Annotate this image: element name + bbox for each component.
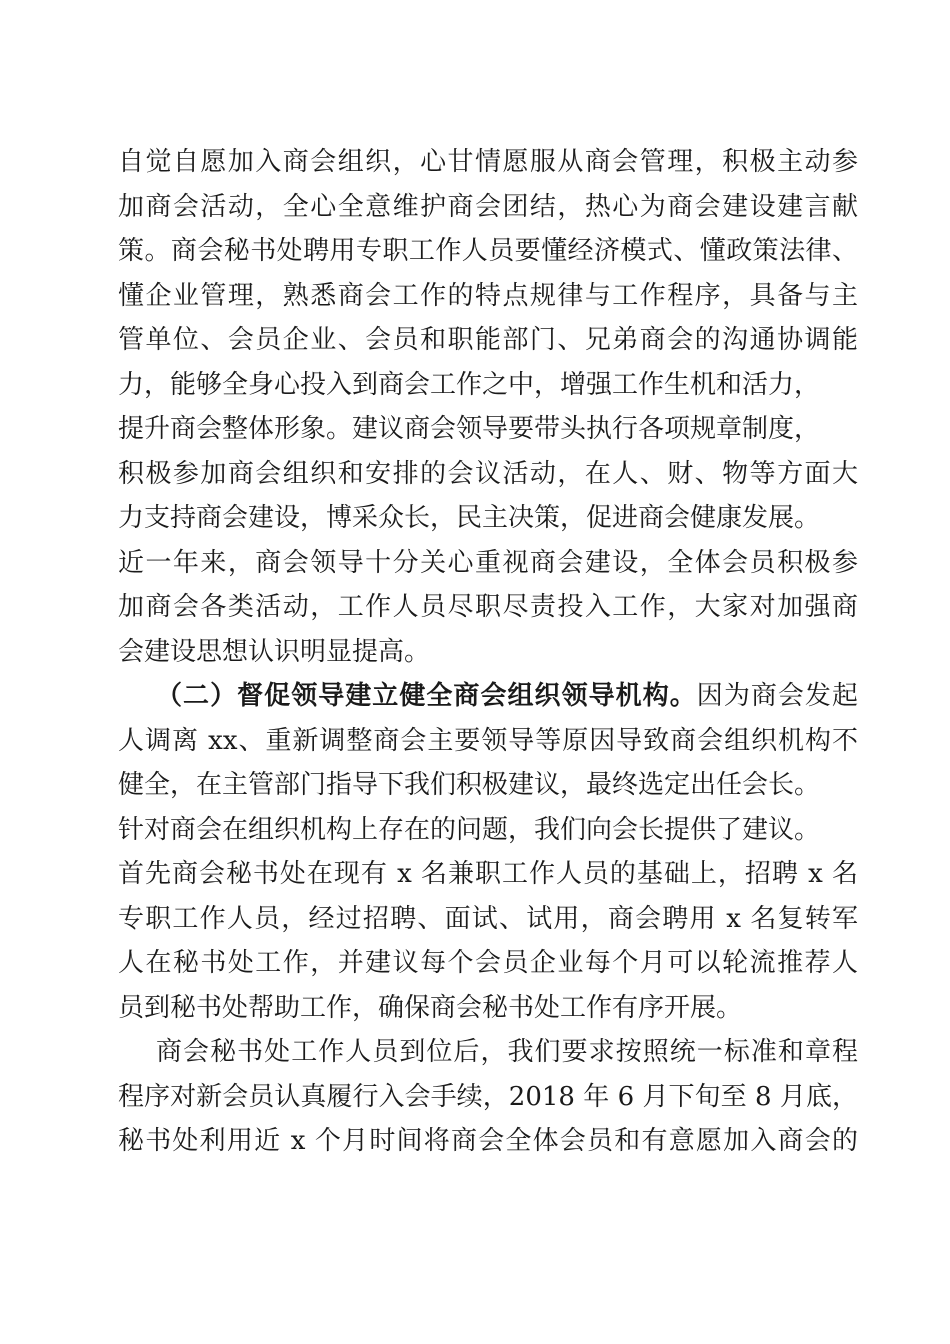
paragraph-membership bbox=[118, 140, 858, 674]
heading-continuation: 因为商会发起 bbox=[696, 681, 858, 711]
paragraph-organization bbox=[118, 674, 858, 1030]
text-line: 自觉自愿加入商会组织，心甘情愿服从商会管理，积极主动参 bbox=[118, 147, 858, 177]
text-line: 力，能够全身心投入到商会工作之中，增强工作生机和活力， bbox=[118, 369, 821, 400]
text-line: 员到秘书处帮助工作，确保商会秘书处工作有序开展。 bbox=[118, 992, 743, 1023]
text-line: 针对商会在组织机构上存在的问题，我们向会长提供了建议。 bbox=[118, 814, 821, 845]
text-line: 秘书处利用近 x 个月时间将商会全体会员和有意愿加入商会的 bbox=[118, 1126, 858, 1156]
text-line: 懂企业管理，熟悉商会工作的特点规律与工作程序，具备与主 bbox=[118, 280, 858, 311]
text-line: 首先商会秘书处在现有 x 名兼职工作人员的基础上，招聘 x 名 bbox=[118, 859, 858, 889]
text-line: 会建设思想认识明显提高。 bbox=[118, 636, 431, 667]
text-line: 加商会各类活动，工作人员尽职尽责投入工作，大家对加强商 bbox=[118, 592, 858, 622]
paragraph-secretariat bbox=[118, 1030, 858, 1164]
text-line: 策。商会秘书处聘用专职工作人员要懂经济模式、懂政策法律、 bbox=[118, 236, 858, 266]
text-line: 人调离 xx、重新调整商会主要领导等原因导致商会组织机构不 bbox=[118, 725, 858, 756]
text-line: 商会秘书处工作人员到位后，我们要求按照统一标准和章程 bbox=[156, 1037, 858, 1067]
text-line: 近一年来，商会领导十分关心重视商会建设，全体会员积极参 bbox=[118, 547, 858, 578]
section-heading: （二）督促领导建立健全商会组织领导机构。 bbox=[156, 681, 697, 711]
text-line: 加商会活动，全心全意维护商会团结，热心为商会建设建言献 bbox=[118, 191, 858, 222]
body-text bbox=[118, 140, 858, 1164]
text-line: 专职工作人员，经过招聘、面试、试用，商会聘用 x 名复转军 bbox=[118, 903, 858, 934]
text-line: 提升商会整体形象。建议商会领导要带头执行各项规章制度， bbox=[118, 414, 821, 444]
text-line: 程序对新会员认真履行入会手续，2018 年 6 月下旬至 8 月底， bbox=[118, 1081, 858, 1112]
text-line: 人在秘书处工作，并建议每个会员企业每个月可以轮流推荐人 bbox=[118, 948, 858, 978]
text-line bbox=[118, 674, 858, 719]
text-line: 健全，在主管部门指导下我们积极建议，最终选定出任会长。 bbox=[118, 770, 821, 800]
text-line: 管单位、会员企业、会员和职能部门、兄弟商会的沟通协调能 bbox=[118, 325, 858, 355]
text-line: 力支持商会建设，博采众长，民主决策，促进商会健康发展。 bbox=[118, 503, 821, 533]
text-line: 积极参加商会组织和安排的会议活动，在人、财、物等方面大 bbox=[118, 458, 858, 489]
